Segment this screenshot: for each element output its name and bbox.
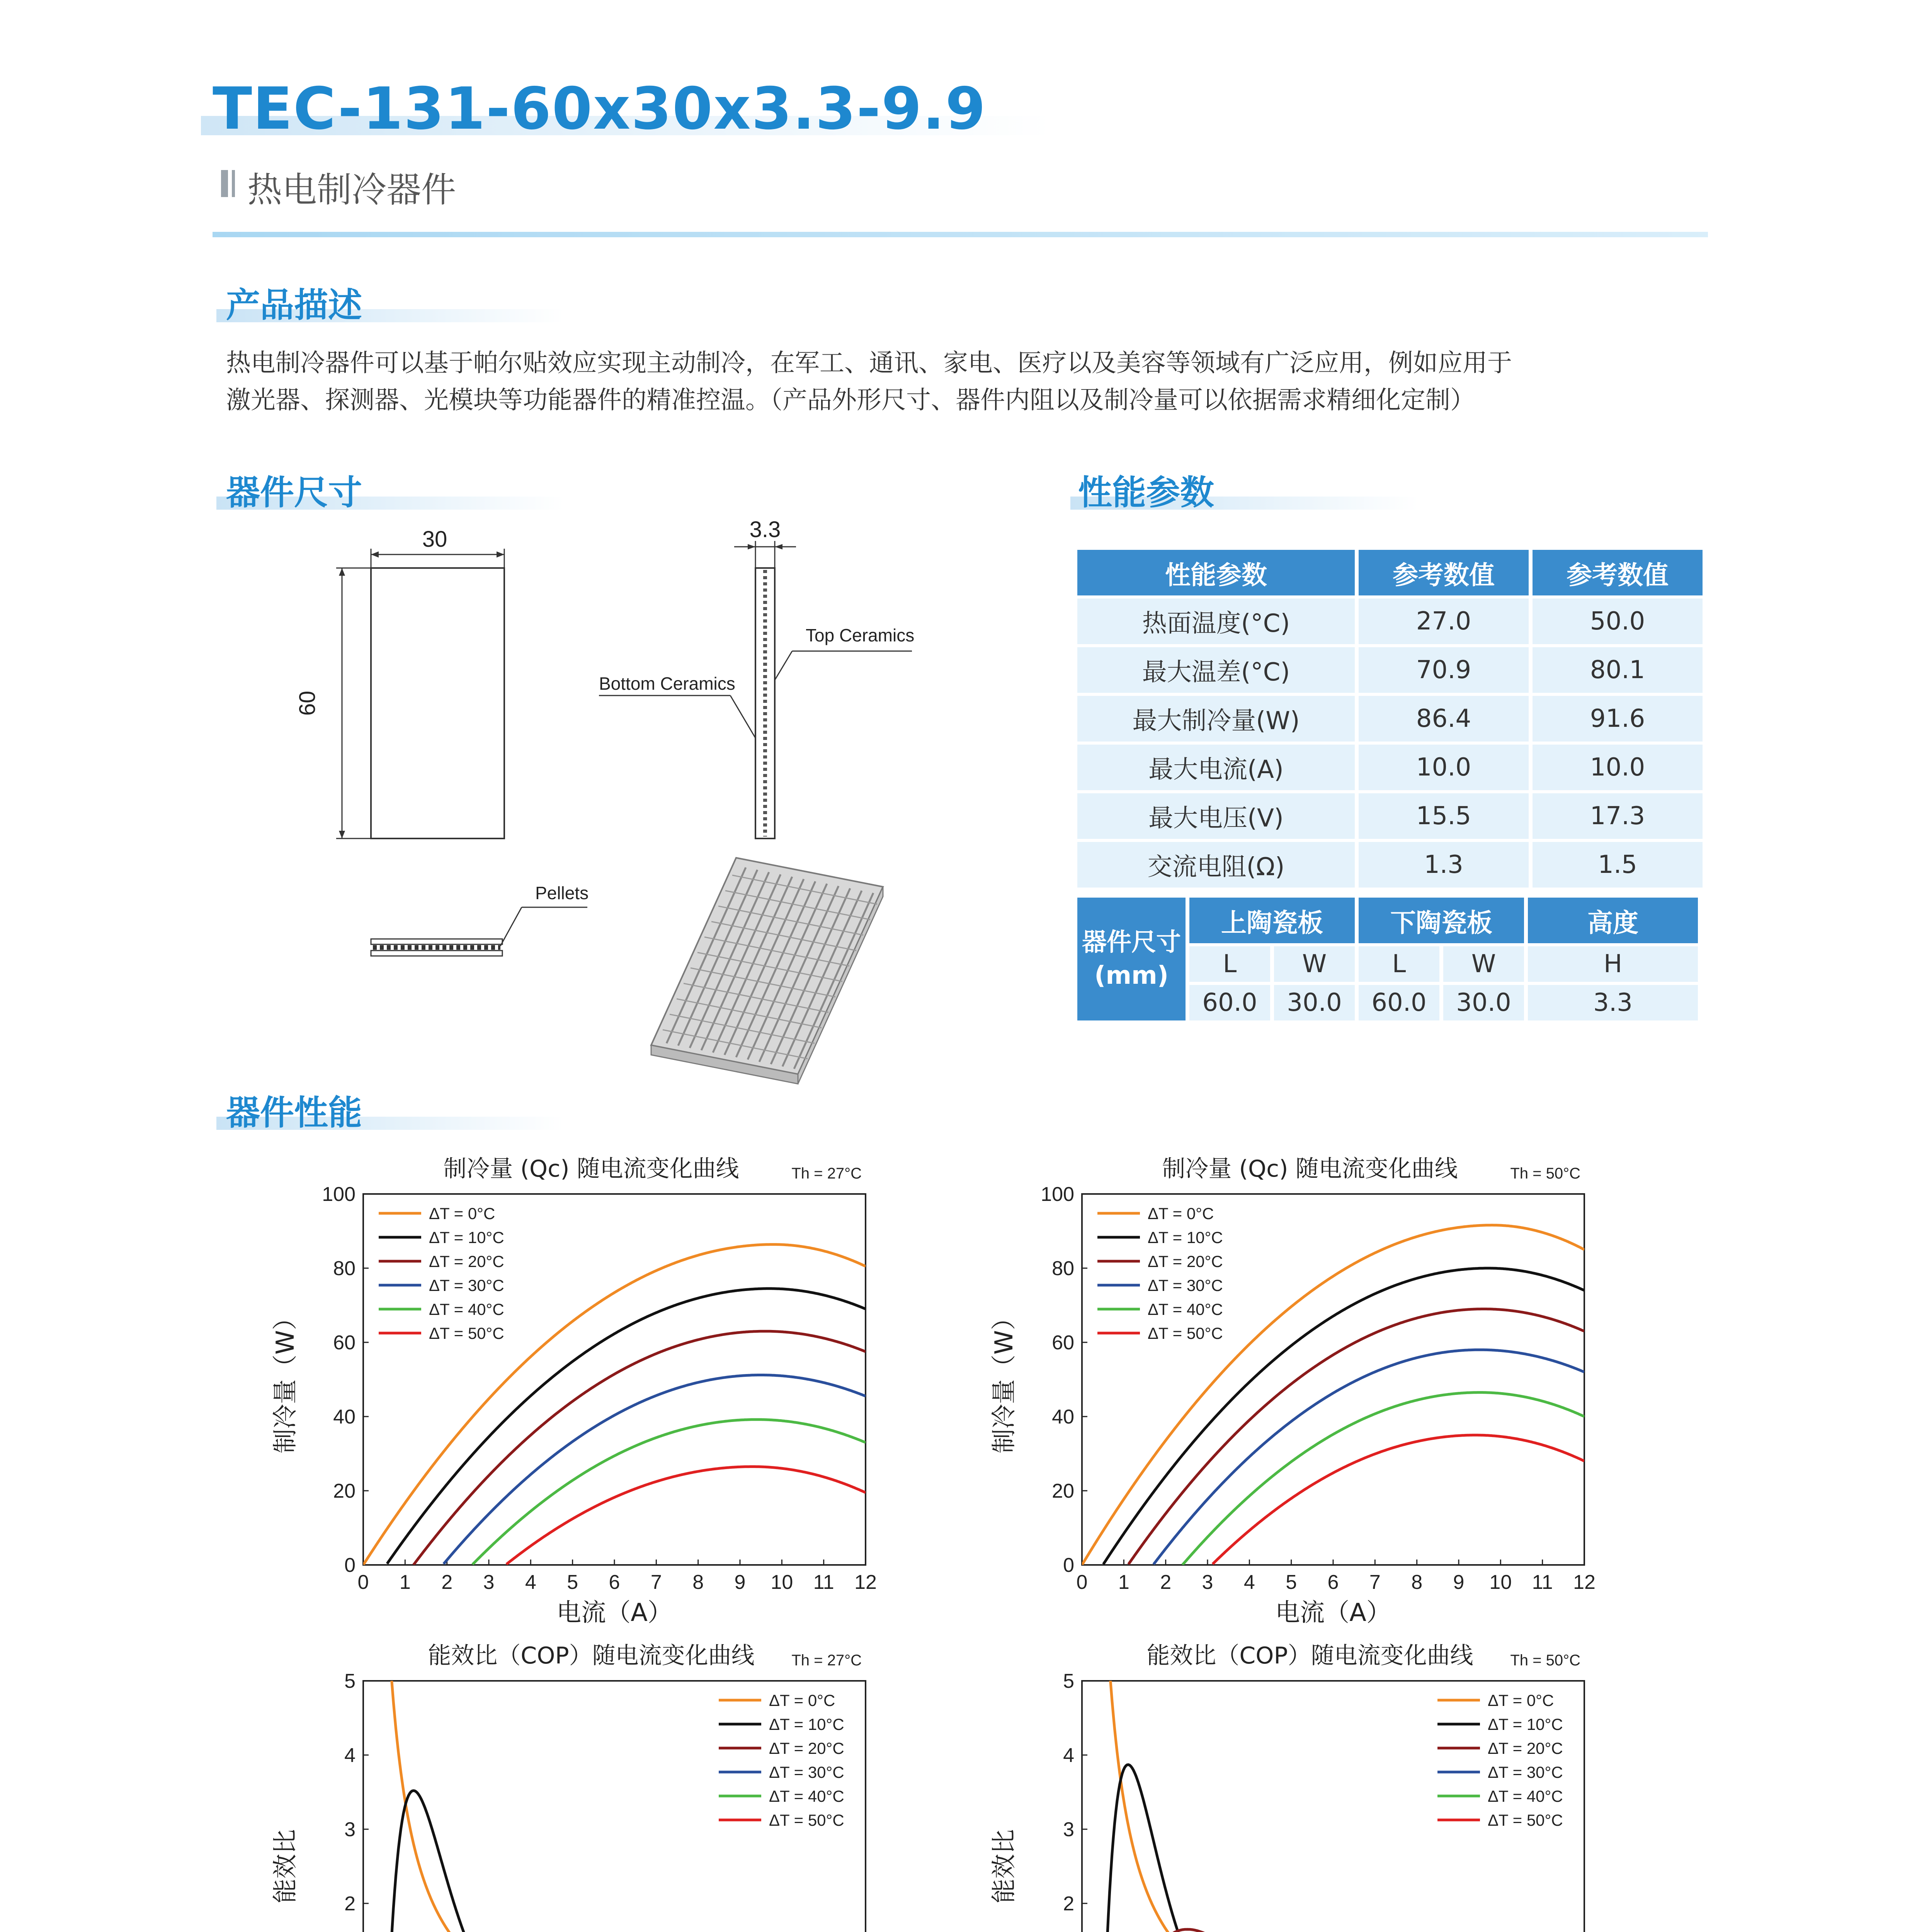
- x-axis-label: 电流（A）: [1275, 1599, 1391, 1627]
- param-value: 91.6: [1533, 696, 1703, 742]
- y-tick-label: 80: [1052, 1257, 1074, 1280]
- table-row: [1077, 696, 1703, 742]
- y-tick-label: 2: [344, 1893, 356, 1915]
- chart-title: 制冷量 (Qc) 随电流变化曲线: [443, 1155, 739, 1182]
- legend-entry: ΔT = 0°C: [769, 1691, 835, 1709]
- y-tick-label: 40: [333, 1406, 356, 1428]
- y-tick-label: 3: [344, 1818, 356, 1841]
- legend-entry: ΔT = 50°C: [429, 1324, 504, 1342]
- x-axis-label: 电流（A）: [556, 1599, 672, 1627]
- legend-entry: ΔT = 20°C: [1148, 1252, 1223, 1270]
- section-title-performance: 性能参数: [1078, 473, 1214, 512]
- legend-entry: ΔT = 30°C: [1148, 1276, 1223, 1294]
- x-tick-label: 7: [650, 1571, 662, 1594]
- legend-entry: ΔT = 30°C: [1488, 1763, 1563, 1781]
- section-title-dimensions: 器件尺寸: [226, 473, 362, 512]
- plot-frame: [1082, 1194, 1584, 1565]
- y-tick-label: 0: [344, 1554, 356, 1577]
- table-row: [1077, 599, 1703, 644]
- description-line-2: 激光器、探测器、光模块等功能器件的精准控温。（产品外形尺寸、器件内阻以及制冷量可以依据需求精细化定制）: [226, 386, 1475, 415]
- y-tick-label: 4: [344, 1744, 356, 1767]
- param-value: 1.3: [1359, 842, 1529, 888]
- size-sub: L: [1359, 946, 1439, 982]
- x-tick-label: 11: [1532, 1571, 1553, 1594]
- y-tick-label: 40: [1052, 1406, 1074, 1428]
- legend-entry: ΔT = 40°C: [1148, 1300, 1223, 1318]
- size-table: [1073, 895, 1702, 1024]
- x-tick-label: 8: [692, 1571, 704, 1594]
- x-tick-label: 10: [1489, 1571, 1512, 1594]
- chart-title: 能效比（COP）随电流变化曲线: [428, 1642, 755, 1669]
- param-name: 最大电压(V): [1077, 793, 1355, 839]
- legend-entry: ΔT = 0°C: [429, 1204, 495, 1223]
- module-3d-render: [651, 858, 883, 1084]
- param-value: 10.0: [1359, 745, 1529, 790]
- legend-entry: ΔT = 50°C: [769, 1811, 844, 1829]
- legend-entry: ΔT = 20°C: [429, 1252, 504, 1270]
- height-dimension-label: 60: [295, 690, 320, 716]
- size-value: 30.0: [1274, 985, 1355, 1020]
- dimension-drawing: [286, 514, 943, 1086]
- legend-entry: ΔT = 10°C: [429, 1228, 504, 1247]
- y-tick-label: 5: [344, 1670, 356, 1692]
- y-tick-label: 0: [1063, 1554, 1074, 1577]
- x-tick-label: 2: [441, 1571, 453, 1594]
- bottom-ceramics-label: Bottom Ceramics: [599, 673, 735, 694]
- cop-chart-27c: [270, 1638, 889, 1932]
- y-tick-label: 100: [322, 1183, 356, 1206]
- legend-entry: ΔT = 10°C: [1148, 1228, 1223, 1247]
- size-value: 3.3: [1528, 985, 1698, 1020]
- param-value: 10.0: [1533, 745, 1703, 790]
- legend-entry: ΔT = 30°C: [769, 1763, 844, 1781]
- legend-entry: ΔT = 50°C: [1148, 1324, 1223, 1342]
- y-tick-label: 80: [333, 1257, 356, 1280]
- legend-entry: ΔT = 20°C: [769, 1739, 844, 1757]
- param-value: 50.0: [1533, 599, 1703, 644]
- y-axis-label: 制冷量（W）: [990, 1305, 1019, 1454]
- param-name: 热面温度(°C): [1077, 599, 1355, 644]
- size-header: 高度: [1528, 898, 1698, 943]
- chart-title: 制冷量 (Qc) 随电流变化曲线: [1162, 1155, 1458, 1182]
- table-row: [1077, 745, 1703, 790]
- cooling-capacity-chart-27c: [270, 1151, 889, 1642]
- chart-condition: Th = 27°C: [791, 1165, 862, 1182]
- header-rule: [213, 232, 1708, 237]
- param-value: 15.5: [1359, 793, 1529, 839]
- x-tick-label: 6: [609, 1571, 620, 1594]
- table-header: 参考数值: [1533, 550, 1703, 595]
- y-axis-label: 能效比: [271, 1829, 300, 1903]
- table-header: 性能参数: [1077, 550, 1355, 595]
- y-tick-label: 2: [1063, 1893, 1074, 1915]
- chart-condition: Th = 27°C: [791, 1652, 862, 1669]
- y-tick-label: 60: [333, 1332, 356, 1354]
- y-tick-label: 100: [1041, 1183, 1074, 1206]
- legend-entry: ΔT = 20°C: [1488, 1739, 1563, 1757]
- x-tick-label: 4: [1243, 1571, 1255, 1594]
- y-axis-label: 制冷量（W）: [271, 1305, 300, 1454]
- size-sub: L: [1189, 946, 1270, 982]
- y-axis-label: 能效比: [990, 1829, 1019, 1903]
- pellets-label: Pellets: [535, 883, 589, 903]
- x-tick-label: 12: [854, 1571, 877, 1594]
- size-value: 60.0: [1359, 985, 1439, 1020]
- plot-frame: [363, 1194, 866, 1565]
- front-view-outline: [371, 568, 504, 838]
- x-tick-label: 0: [357, 1571, 369, 1594]
- x-tick-label: 11: [813, 1571, 834, 1594]
- x-tick-label: 9: [1453, 1571, 1465, 1594]
- size-sub: W: [1443, 946, 1524, 982]
- x-tick-label: 8: [1411, 1571, 1423, 1594]
- x-tick-label: 5: [567, 1571, 578, 1594]
- x-tick-label: 12: [1573, 1571, 1596, 1594]
- size-header: 上陶瓷板: [1189, 898, 1355, 943]
- param-name: 最大电流(A): [1077, 745, 1355, 790]
- size-sub: W: [1274, 946, 1355, 982]
- table-row: [1077, 647, 1703, 693]
- x-tick-label: 10: [771, 1571, 793, 1594]
- param-name: 最大温差(°C): [1077, 647, 1355, 693]
- cop-chart-50c: [989, 1638, 1607, 1932]
- x-tick-label: 9: [734, 1571, 746, 1594]
- x-tick-label: 6: [1327, 1571, 1339, 1594]
- legend-entry: ΔT = 0°C: [1488, 1691, 1554, 1709]
- legend-entry: ΔT = 0°C: [1148, 1204, 1214, 1223]
- legend-entry: ΔT = 50°C: [1488, 1811, 1563, 1829]
- legend-entry: ΔT = 40°C: [769, 1787, 844, 1805]
- size-header: 下陶瓷板: [1359, 898, 1524, 943]
- section-title-description: 产品描述: [226, 285, 362, 325]
- size-value: 30.0: [1443, 985, 1524, 1020]
- param-value: 17.3: [1533, 793, 1703, 839]
- cooling-capacity-chart-50c: [989, 1151, 1607, 1642]
- table-row: [1077, 842, 1703, 888]
- thickness-dimension-label: 3.3: [749, 517, 781, 542]
- x-tick-label: 0: [1076, 1571, 1088, 1594]
- chart-condition: Th = 50°C: [1510, 1652, 1580, 1669]
- legend-entry: ΔT = 10°C: [769, 1715, 844, 1733]
- x-tick-label: 2: [1160, 1571, 1172, 1594]
- y-tick-label: 3: [1063, 1818, 1074, 1841]
- description-line-1: 热电制冷器件可以基于帕尔贴效应实现主动制冷，在军工、通讯、家电、医疗以及美容等领域有广泛应用，例如应用于: [226, 349, 1512, 378]
- x-tick-label: 7: [1369, 1571, 1381, 1594]
- page-title: TEC-131-60x30x3.3-9.9: [213, 75, 987, 143]
- subtitle-marker-2: [232, 170, 235, 197]
- chart-title: 能效比（COP）随电流变化曲线: [1146, 1642, 1473, 1669]
- param-value: 86.4: [1359, 696, 1529, 742]
- section-title-device-performance: 器件性能: [226, 1093, 362, 1133]
- y-tick-label: 20: [1052, 1480, 1074, 1502]
- page-subtitle: 热电制冷器件: [247, 170, 456, 210]
- param-value: 70.9: [1359, 647, 1529, 693]
- y-tick-label: 5: [1063, 1670, 1074, 1692]
- x-tick-label: 3: [1202, 1571, 1213, 1594]
- param-value: 27.0: [1359, 599, 1529, 644]
- param-value: 1.5: [1533, 842, 1703, 888]
- param-value: 80.1: [1533, 647, 1703, 693]
- size-sub: H: [1528, 946, 1698, 982]
- x-tick-label: 3: [483, 1571, 495, 1594]
- size-label: 器件尺寸 (mm): [1077, 898, 1186, 1020]
- x-tick-label: 4: [525, 1571, 536, 1594]
- y-tick-label: 20: [333, 1480, 356, 1502]
- performance-table: [1073, 547, 1706, 891]
- x-tick-label: 1: [399, 1571, 411, 1594]
- chart-condition: Th = 50°C: [1510, 1165, 1580, 1182]
- param-name: 交流电阻(Ω): [1077, 842, 1355, 888]
- legend-entry: ΔT = 30°C: [429, 1276, 504, 1294]
- y-tick-label: 60: [1052, 1332, 1074, 1354]
- legend-entry: ΔT = 40°C: [1488, 1787, 1563, 1805]
- y-tick-label: 4: [1063, 1744, 1074, 1767]
- table-row: [1077, 793, 1703, 839]
- legend-entry: ΔT = 10°C: [1488, 1715, 1563, 1733]
- x-tick-label: 5: [1286, 1571, 1297, 1594]
- table-header: 参考数值: [1359, 550, 1529, 595]
- width-dimension-label: 30: [422, 527, 447, 552]
- top-ceramics-label: Top Ceramics: [806, 625, 915, 645]
- legend-entry: ΔT = 40°C: [429, 1300, 504, 1318]
- subtitle-marker: [221, 170, 228, 197]
- size-value: 60.0: [1189, 985, 1270, 1020]
- x-tick-label: 1: [1118, 1571, 1129, 1594]
- param-name: 最大制冷量(W): [1077, 696, 1355, 742]
